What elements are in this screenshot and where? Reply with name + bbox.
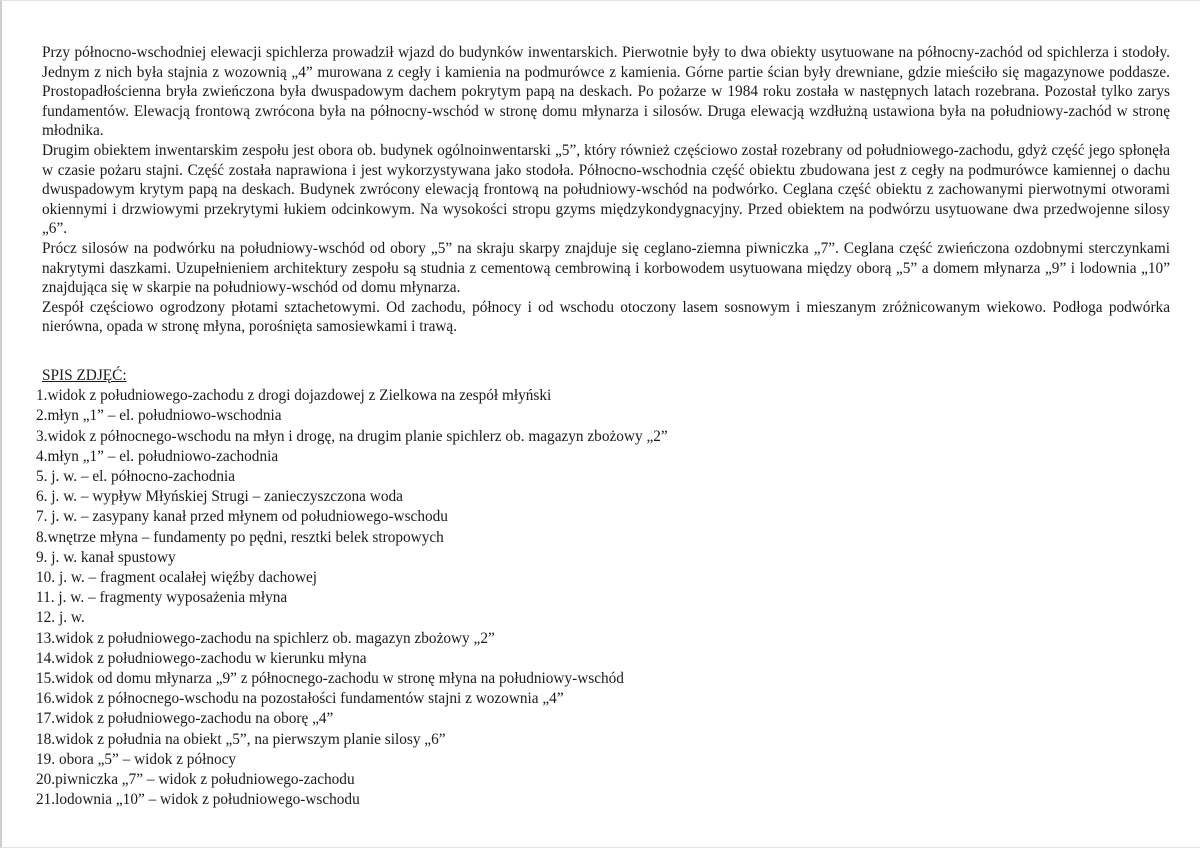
list-item: 1.widok z południowego-zachodu z drogi dojazdowej z Zielkowa na zespół młyński [36, 387, 552, 405]
paragraph-cellar: Prócz silosów na podwórku na południowy-wschód od obory „5” na skraju skarpy znajduje się ceglano-ziemna piwniczka „7”. Ceglana część zwieńczona ozdobnymi sterczynkami nakrytymi daszkami. Uzupełnieniem architektury zespołu są studnia z cementową cembrowiną i korbowodem usytuowana między oborą „5” a domem młynarza „9” i lodownia „10” znajdująca się w skarpie na południowy-wschód od domu młynarza. [42, 239, 1170, 297]
list-item: 7. j. w. – zasypany kanał przed młynem od południowego-wschodu [36, 508, 448, 526]
description-text [42, 43, 1170, 337]
list-item: 4.młyn „1” – el. południowo-zachodnia [36, 447, 279, 465]
list-item: 18.widok z południa na obiekt „5”, na pierwszym planie silosy „6” [36, 730, 446, 748]
list-item: 10. j. w. – fragment ocalałej więźby dachowej [36, 569, 318, 587]
list-item: 15.widok od domu młynarza „9” z północnego-zachodu w stronę młyna na południowy-wschód [36, 670, 624, 688]
paragraph-cowshed: Drugim obiektem inwentarskim zespołu jest obora ob. budynek ogólnoinwentarski „5”, który również częściowo został rozebrany od południowego-zachodu, gdyż część jego spłonęła w czasie pożaru stajni. Część została naprawiona i jest wykorzystywana jako stodoła. Północno-wschodnia część obiektu zbudowana jest z cegły na podmurówce kamiennej o dachu dwuspadowym krytym papą na deskach. Budynek zwrócony elewacją frontową na południowy-wschód na podwórko. Ceglana część obiektu z zachowanymi pierwotnymi otworami okiennymi i drzwiowymi przekrytymi łukiem odcinkowym. Na wysokości stropu gzyms międzykondygnacyjny. Przed obiektem na podwórzu usytuowane dwa przedwojenne silosy „6”. [42, 141, 1170, 238]
list-item: 16.widok z północnego-wschodu na pozostałości fundamentów stajni z wozownia „4” [36, 690, 564, 708]
list-item: 6. j. w. – wypływ Młyńskiej Strugi – zanieczyszczona woda [36, 488, 403, 506]
photo-list-items [36, 386, 1136, 810]
list-item: 17.widok z południowego-zachodu na oborę „4” [36, 710, 334, 728]
list-item: 20.piwniczka „7” – widok z południowego-zachodu [36, 771, 355, 789]
list-item: 11. j. w. – fragmenty wyposażenia młyna [36, 589, 288, 607]
photo-list [36, 366, 1136, 810]
list-item: 14.widok z południowego-zachodu w kierunku młyna [36, 649, 367, 667]
list-item: 9. j. w. kanał spustowy [36, 548, 176, 566]
photo-list-title: SPIS ZDJĘĆ: [42, 367, 127, 384]
paragraph-surroundings: Zespół częściowo ogrodzony płotami sztachetowymi. Od zachodu, północy i od wschodu otoczony lasem sosnowym i mieszanym zróżnicowanym wiekowo. Podłoga podwórka nierówna, opada w stronę młyna, porośnięta samosiewkami i trawą. [42, 298, 1170, 336]
list-item: 19. obora „5” – widok z północy [36, 750, 237, 768]
list-item: 12. j. w. [36, 609, 85, 627]
list-item: 8.wnętrze młyna – fundamenty po pędni, resztki belek stropowych [36, 528, 444, 546]
list-item: 13.widok z południowego-zachodu na spichlerz ob. magazyn zbożowy „2” [36, 629, 495, 647]
list-item: 3.widok z północnego-wschodu na młyn i drogę, na drugim planie spichlerz ob. magazyn zbożowy „2” [36, 427, 668, 445]
list-item: 21.lodownia „10” – widok z południowego-wschodu [36, 791, 360, 809]
list-item: 5. j. w. – el. północno-zachodnia [36, 468, 236, 486]
list-item: 2.młyn „1” – el. południowo-wschodnia [36, 407, 282, 425]
paragraph-stables: Przy północno-wschodniej elewacji spichlerza prowadził wjazd do budynków inwentarskich. Pierwotnie były to dwa obiekty usytuowane na północny-zachód od spichlerza i stodoły. Jednym z nich była stajnia z wozownią „4” murowana z cegły i kamienia na podmurówce z kamienia. Górne partie ścian były drewniane, gdzie mieściło się magazynowe poddasze. Prostopadłościenna bryła zwieńczona była dwuspadowym dachem pokrytym papą na deskach. Po pożarze w 1984 roku została w następnych latach rozebrana. Pozostał tylko zarys fundamentów. Elewacją frontową zwrócona była na północny-wschód w stronę domu młynarza i silosów. Druga elewacją wzdłużną ustawiona była na południowy-zachód w stronę młodnika. [42, 44, 1170, 140]
